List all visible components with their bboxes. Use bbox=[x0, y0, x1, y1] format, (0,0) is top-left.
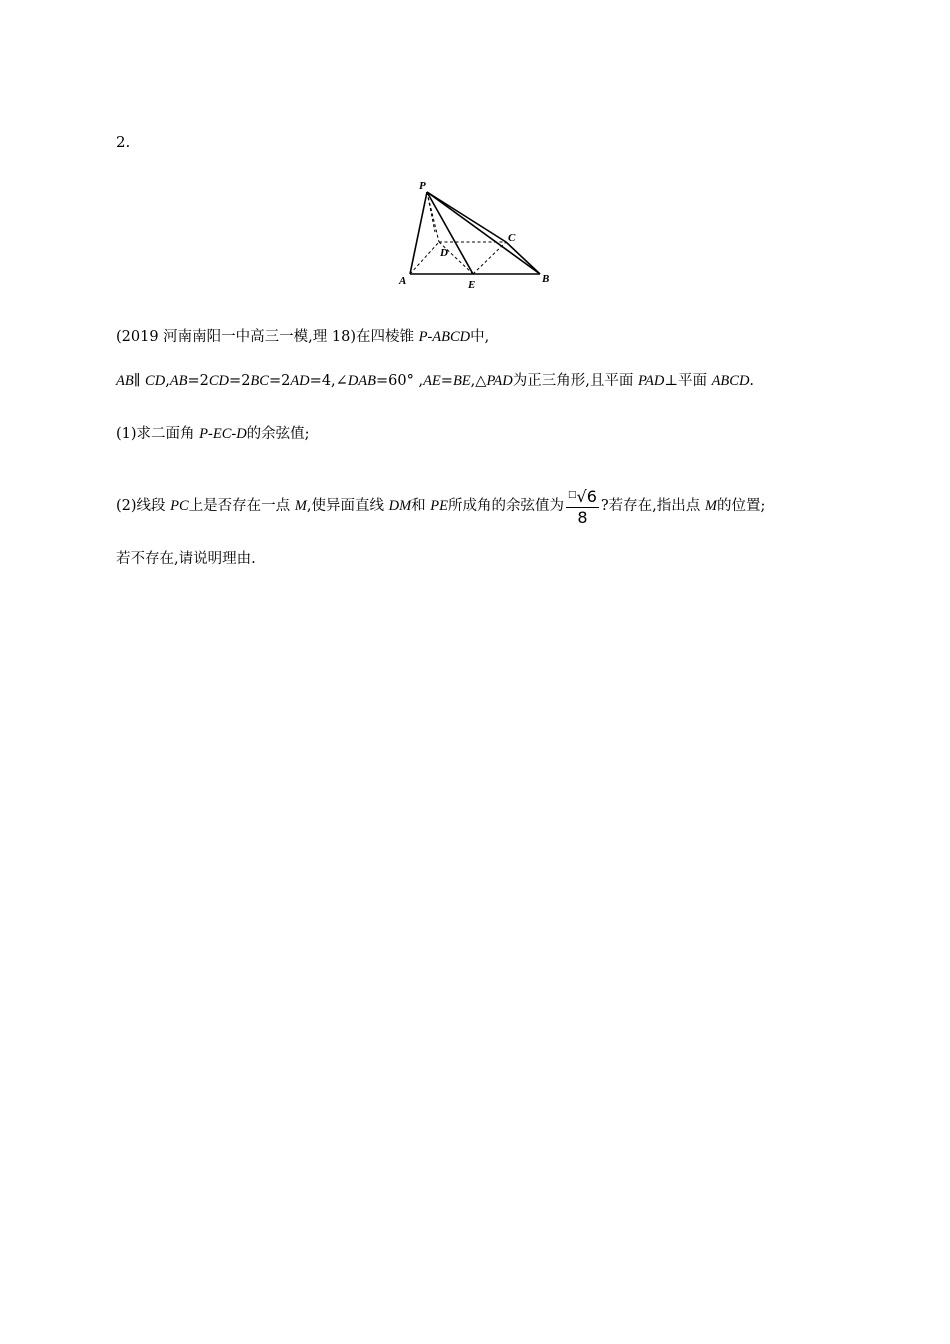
eq: = bbox=[440, 373, 453, 389]
seg-ae: AE bbox=[423, 373, 441, 389]
line-pe: PE bbox=[430, 498, 448, 514]
part1-suffix: 的余弦值; bbox=[246, 426, 310, 442]
end-period: . bbox=[749, 373, 755, 389]
given-conditions-line bbox=[116, 371, 754, 391]
plane-abcd: ABCD bbox=[711, 373, 750, 389]
seg-ab: AB bbox=[116, 373, 134, 389]
seg-bc: BC bbox=[250, 373, 269, 389]
eq: =4,∠ bbox=[309, 373, 348, 389]
point-m: M bbox=[294, 498, 307, 514]
edge-EC bbox=[473, 242, 506, 274]
plane-pad: PAD bbox=[637, 373, 665, 389]
fraction-denominator: 8 bbox=[577, 508, 588, 527]
eq: =2 bbox=[268, 373, 291, 389]
part1-question bbox=[116, 424, 310, 444]
sep: , bbox=[413, 373, 424, 389]
point-m-2: M bbox=[704, 498, 717, 514]
line-dm: DM bbox=[388, 498, 412, 514]
seg-cd-2: CD bbox=[208, 373, 230, 389]
eq: =2 bbox=[187, 373, 209, 389]
seg-be: BE bbox=[452, 373, 471, 389]
label-B: B bbox=[542, 273, 550, 285]
edge-PC bbox=[427, 192, 506, 242]
seg-ad: AD bbox=[290, 373, 310, 389]
edge-PA bbox=[410, 192, 427, 274]
parallel-sign: ∥ bbox=[133, 373, 146, 389]
source-suffix: 中, bbox=[470, 329, 490, 345]
sep: , bbox=[165, 373, 170, 389]
part2-question bbox=[116, 486, 765, 526]
eq: =2 bbox=[229, 373, 251, 389]
source-prefix: (2019 河南南阳一中高三一模,理 18)在四棱锥 bbox=[116, 329, 419, 345]
triangle-pad: PAD bbox=[486, 373, 513, 389]
dihedral-angle: P-EC-D bbox=[199, 426, 247, 442]
label-E: E bbox=[468, 279, 476, 291]
angle-dab: DAB bbox=[347, 373, 376, 389]
pyramid-figure bbox=[393, 176, 558, 294]
part2-text: 和 bbox=[411, 498, 431, 514]
edge-PE bbox=[427, 192, 473, 274]
label-A: A bbox=[399, 275, 407, 287]
label-D: D bbox=[440, 247, 448, 259]
label-P: P bbox=[419, 180, 426, 192]
triangle-desc: 为正三角形,且平面 bbox=[512, 373, 638, 389]
part2-question-end: 若不存在,请说明理由. bbox=[116, 551, 256, 567]
cosine-fraction bbox=[566, 488, 599, 528]
placeholder-box-icon: □ bbox=[568, 490, 577, 500]
part2-text: 的位置; bbox=[716, 498, 766, 514]
problem-source-line bbox=[116, 327, 489, 347]
perp-text: ⊥平面 bbox=[664, 373, 712, 389]
question-number: 2. bbox=[116, 133, 131, 151]
seg-ab-2: AB bbox=[169, 373, 188, 389]
edge-CB bbox=[506, 242, 540, 274]
seg-cd: CD bbox=[145, 373, 166, 389]
edge-PB bbox=[427, 192, 540, 274]
seg-pc: PC bbox=[170, 498, 189, 514]
part2-text: ?若存在,指出点 bbox=[600, 498, 705, 514]
triangle-sign: ,△ bbox=[470, 373, 487, 389]
edge-AD bbox=[410, 242, 439, 274]
part2-text: 所成角的余弦值为 bbox=[448, 498, 564, 514]
part1-prefix: (1)求二面角 bbox=[116, 426, 200, 442]
pyramid-name: P-ABCD bbox=[418, 329, 471, 345]
part2-text: ,使异面直线 bbox=[306, 498, 389, 514]
fraction-numerator bbox=[566, 488, 599, 508]
label-C: C bbox=[508, 232, 516, 244]
sqrt-six: √6 bbox=[576, 487, 597, 506]
angle-value: =60° bbox=[376, 373, 414, 389]
part2-text: (2)线段 bbox=[116, 498, 171, 514]
part2-text: 上是否存在一点 bbox=[188, 498, 295, 514]
